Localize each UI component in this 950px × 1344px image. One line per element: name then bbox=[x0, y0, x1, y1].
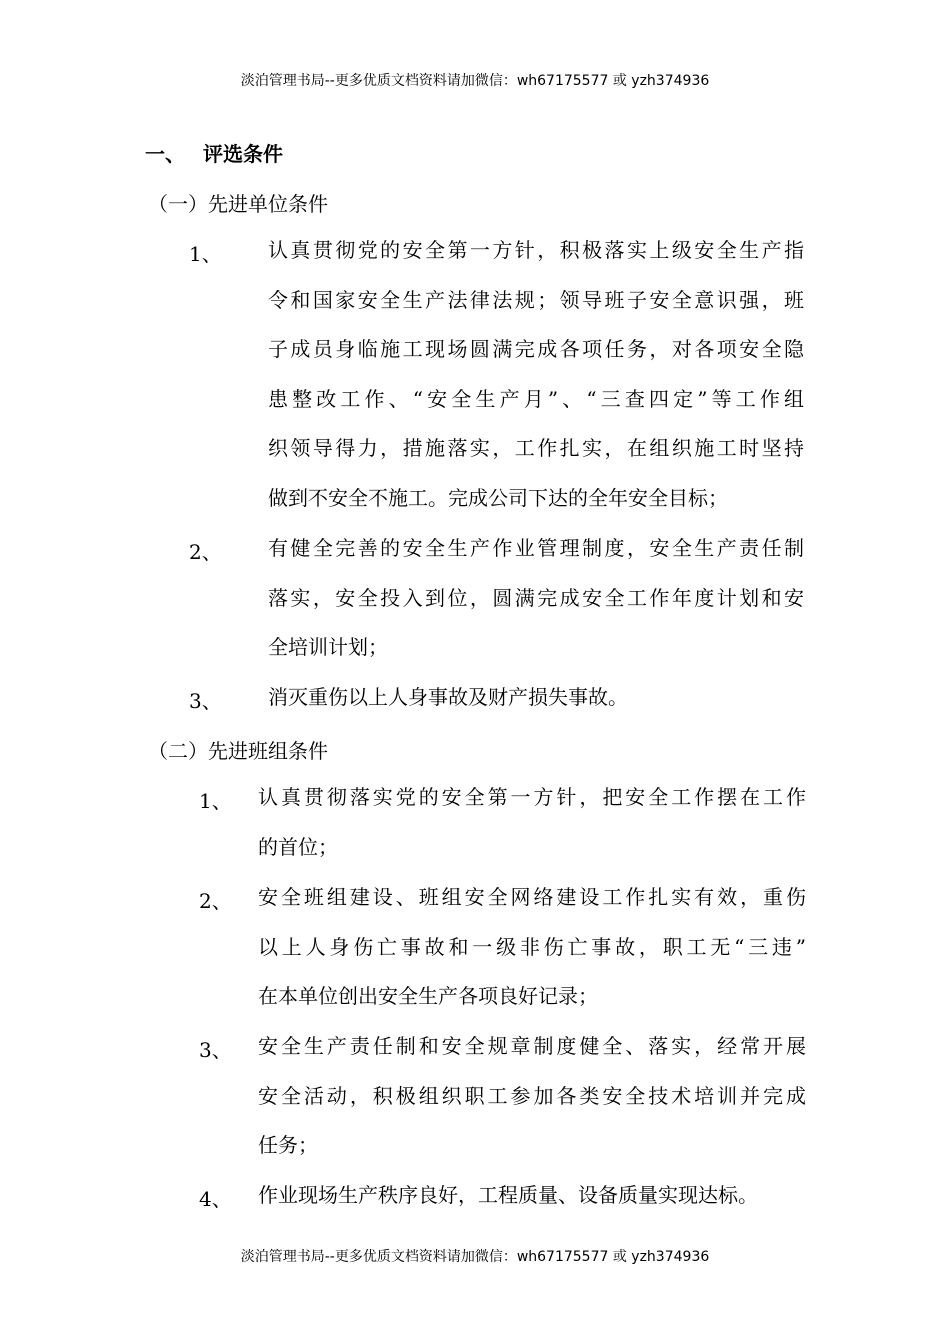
text-line: 安全活动，积极组织职工参加各类安全技术培训并完成 bbox=[258, 1083, 806, 1108]
text-line: 令和国家安全生产法律法规；领导班子安全意识强，班 bbox=[268, 287, 804, 312]
list-item bbox=[189, 536, 804, 685]
list-item-number: 3、 bbox=[199, 1038, 232, 1062]
text-line: 安全生产责任制和安全规章制度健全、落实，经常开展 bbox=[258, 1034, 806, 1058]
text-line: 患整改工作、“安全生产月”、“三查四定”等工作组 bbox=[268, 386, 804, 411]
text-line: 子成员身临施工现场圆满完成各项任务，对各项安全隐 bbox=[268, 337, 804, 362]
list-item bbox=[199, 1183, 806, 1233]
list-item-number: 2、 bbox=[199, 889, 232, 913]
text-line: 认真贯彻党的安全第一方针，积极落实上级安全生产指 bbox=[268, 238, 804, 262]
subheading-advanced-unit: （一）先进单位条件 bbox=[148, 192, 328, 216]
text-line: 落实，安全投入到位，圆满完成安全工作年度计划和安 bbox=[268, 585, 804, 610]
page-footer: 淡泊管理书局--更多优质文档资料请加微信：wh67175577 或 yzh374936 bbox=[240, 1249, 710, 1265]
text-line: 的首位； bbox=[258, 834, 338, 859]
list-item-number: 2、 bbox=[189, 540, 222, 564]
text-line: 任务； bbox=[258, 1133, 318, 1158]
text-line: 安全班组建设、班组安全网络建设工作扎实有效，重伤 bbox=[258, 885, 806, 909]
section-title bbox=[145, 138, 283, 167]
text-line: 认真贯彻落实党的安全第一方针，把安全工作摆在工作 bbox=[258, 785, 806, 809]
text-line: 有健全完善的安全生产作业管理制度，安全生产责任制 bbox=[268, 536, 804, 560]
list-item bbox=[189, 238, 804, 536]
text-line: 织领导得力，措施落实，工作扎实，在组织施工时坚持 bbox=[268, 436, 804, 461]
section-number: 一、 bbox=[145, 142, 185, 166]
text-line: 以上人身伤亡事故和一级非伤亡事故，职工无“三违” bbox=[258, 934, 806, 959]
text-line: 作业现场生产秩序良好，工程质量、设备质量实现达标。 bbox=[258, 1183, 758, 1207]
section-title-text: 评选条件 bbox=[203, 142, 283, 166]
subheading-advanced-team: （二）先进班组条件 bbox=[148, 739, 328, 763]
text-line: 消灭重伤以上人身事故及财产损失事故。 bbox=[268, 685, 628, 709]
list-item bbox=[199, 785, 806, 884]
text-line: 做到不安全不施工。完成公司下达的全年安全目标； bbox=[268, 485, 728, 510]
text-line: 在本单位创出安全生产各项良好记录； bbox=[258, 984, 598, 1009]
list-item-number: 1、 bbox=[199, 789, 232, 813]
page-header: 淡泊管理书局--更多优质文档资料请加微信：wh67175577 或 yzh374936 bbox=[240, 73, 710, 89]
list-item bbox=[189, 685, 804, 735]
list-item-number: 4、 bbox=[199, 1187, 232, 1211]
list-item bbox=[199, 1034, 806, 1183]
list-item bbox=[199, 885, 806, 1034]
list-item-number: 1、 bbox=[189, 242, 222, 266]
list-item-number: 3、 bbox=[189, 689, 222, 713]
text-line: 全培训计划； bbox=[268, 635, 388, 660]
